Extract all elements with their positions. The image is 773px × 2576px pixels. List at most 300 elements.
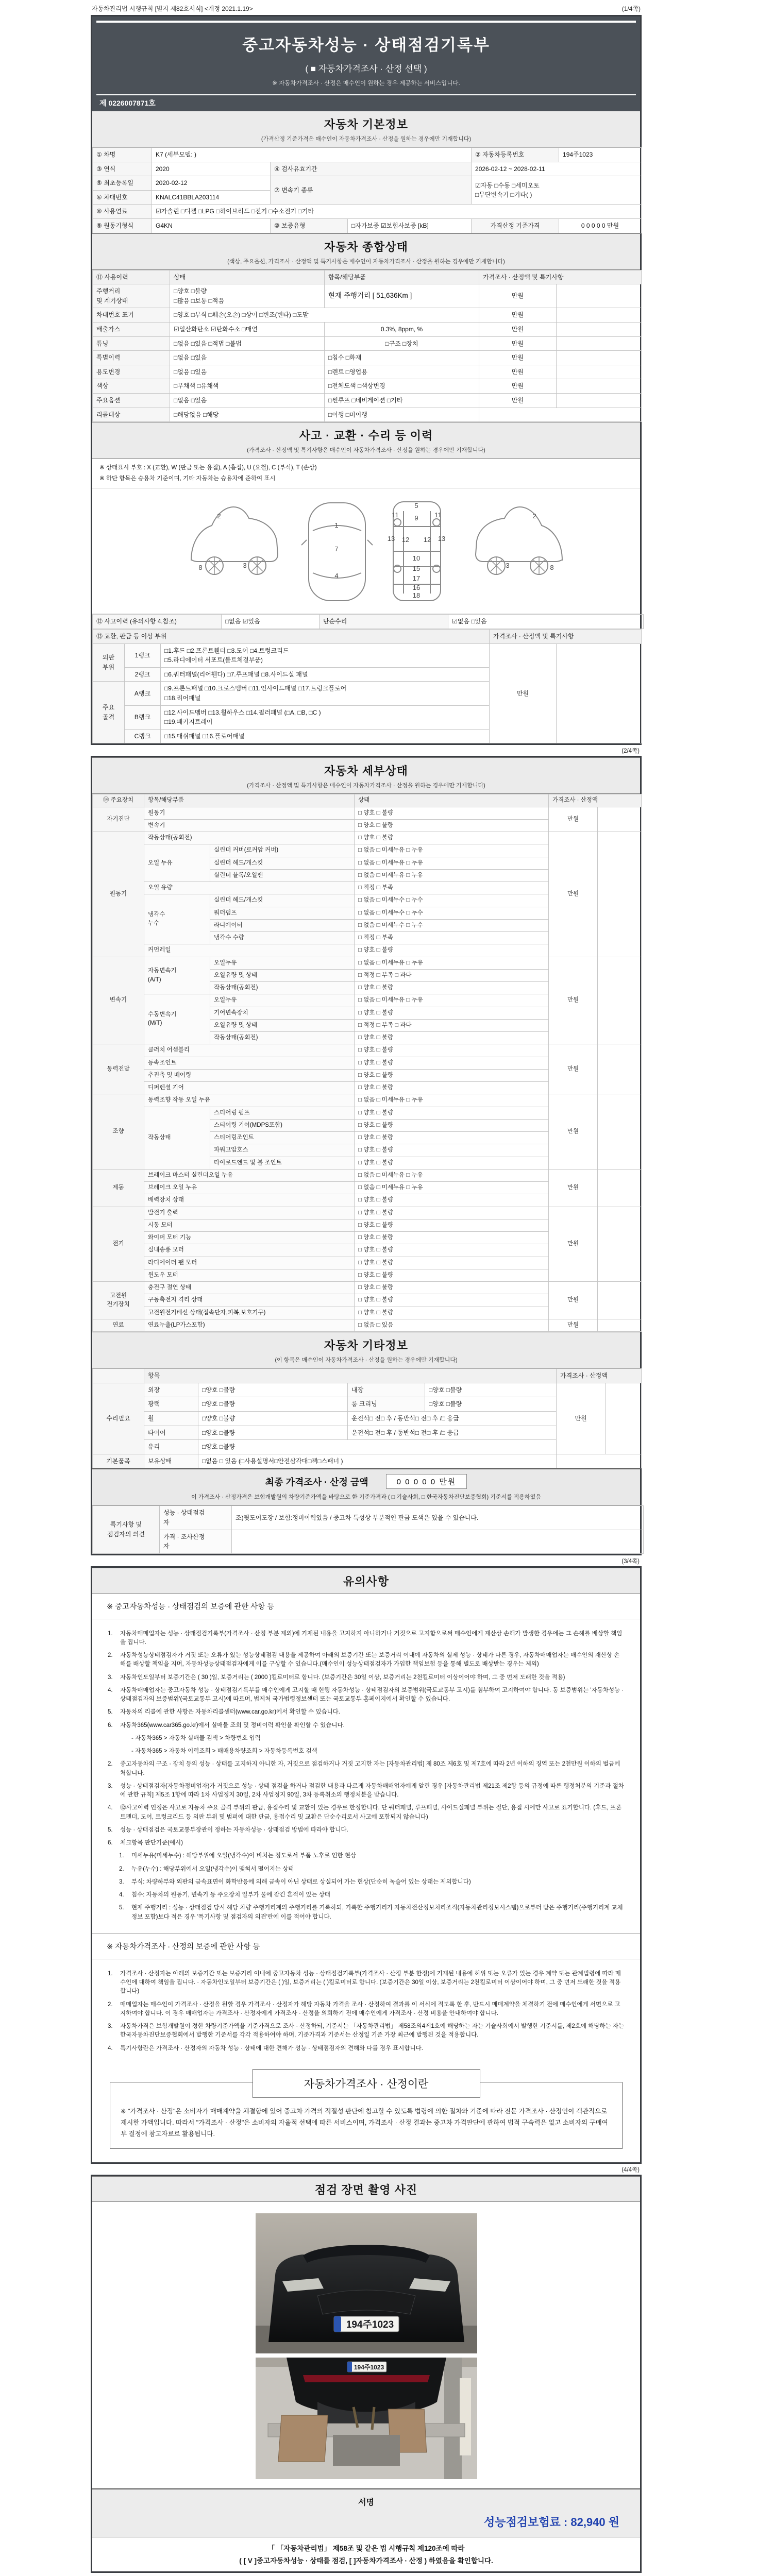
cell: ② 자동차등록번호 xyxy=(472,148,559,162)
checkbox-cell[interactable]: □ 없음 □ 미세누유 □ 누유 xyxy=(355,844,549,857)
cell: 가격조사 · 산정액 및 특기사항 xyxy=(490,630,642,644)
price-definition-box xyxy=(110,2078,623,2149)
panel-rank-table xyxy=(92,629,640,743)
cell: ⑥ 차대번호 xyxy=(93,190,152,205)
cell xyxy=(557,365,642,379)
section-note: (가격산정 기준가격은 매수인이 자동차가격조사 · 산정을 원하는 경우에만 기재합니다) xyxy=(261,136,472,142)
diagram-number: 17 xyxy=(412,574,421,583)
price-cell: 만원 xyxy=(479,365,557,379)
price-cell: 만원 xyxy=(490,643,557,743)
cell: 특기사항 및 점검자의 의견 xyxy=(93,1506,160,1553)
cell: 실린더 헤드/개스킷 xyxy=(210,894,355,907)
document-note: ※ 자동차가격조사 · 산정은 매수인이 원하는 경우 제공하는 서비스입니다. xyxy=(272,80,460,87)
checkbox-cell[interactable]: □ 없음 □ 미세누유 □ 누유 xyxy=(355,1169,549,1181)
price-cell: 만원 xyxy=(549,1044,598,1094)
cell: 수리필요 xyxy=(93,1383,144,1454)
price-cell: 만원 xyxy=(479,308,557,323)
cell xyxy=(557,643,642,743)
cell: 2랭크 xyxy=(125,667,161,682)
checkbox-cell[interactable]: □없음 □있음 xyxy=(170,365,325,379)
section-note: (가격조사 · 산정액 및 특기사항은 매수인이 자동차가격조사 · 산정을 원하는 경우에만 기재합니다) xyxy=(247,447,485,454)
checkbox-cell[interactable]: 운전석□ 전□ 후 / 동반석□ 전□ 후 /□ 응급 xyxy=(348,1426,557,1440)
inspection-fee: 성능점검보험료 : 82,940 원 xyxy=(484,2515,619,2529)
cell xyxy=(598,1207,642,1282)
cell: 변속기 xyxy=(93,957,144,1044)
cell: 연료 xyxy=(93,1319,144,1331)
cell: 수동변속기 (M/T) xyxy=(144,994,210,1044)
cell: 오일 유량 xyxy=(144,882,355,894)
price-cell: 만원 xyxy=(479,393,557,408)
inspection-photo-underside xyxy=(256,2358,477,2479)
cell: ⑫ 사고이력 (유의사항 4.참조) xyxy=(93,615,222,629)
diagram-number: 12 xyxy=(401,536,410,544)
checkbox-cell[interactable]: □ 양호 □ 불량 xyxy=(355,1069,549,1081)
cell xyxy=(598,1169,642,1207)
price-cell: 만원 xyxy=(549,1169,598,1207)
diagram-number: 4 xyxy=(334,572,339,580)
cell: 배력장치 상태 xyxy=(144,1194,355,1207)
cell: 튜닝 xyxy=(93,336,170,351)
notice-item: 3. 성능 · 상태점검자(자동차정비업자)가 거짓으로 성능 · 상태 점검을 하거나 점검한 내용과 다르게 자동차매매업자에게 알린 경우 [자동차관리법 제21조 제2항 등의 규정에 따른 행정처분의 기준과 절차에 관한 규칙] 제5조 1항에 따라 1차 사업정지 30일, 2차 사업정지 90일, 3차 등록취소의 행정처분을 받습니다. xyxy=(108,1783,624,1799)
page-marker-1: (1/4쪽) xyxy=(621,5,641,12)
checkbox-cell[interactable]: □ 적정 □ 부족 xyxy=(355,882,549,894)
checkbox-cell[interactable]: □없음 □ 있음 (□사용설명서□안전삼각대□잭□스패너 ) xyxy=(198,1454,557,1468)
cell: 외판 부위 xyxy=(93,643,125,682)
basic-info-table xyxy=(92,147,640,233)
cell: 1랭크 xyxy=(125,643,161,667)
checkbox-cell[interactable]: ☑없음 □있음 xyxy=(448,615,644,629)
cell: 냉각수 수량 xyxy=(210,932,355,944)
diagram-number: 9 xyxy=(414,514,418,522)
notice-subhead-a: ※ 중고자동차성능 · 상태점검의 보증에 관한 사항 등 xyxy=(92,1594,640,1619)
diagram-number: 13 xyxy=(387,535,395,543)
price-cell: 만원 xyxy=(549,807,598,832)
price-cell: 만원 xyxy=(549,957,598,1044)
page-marker-4: (4/4쪽) xyxy=(621,2166,640,2173)
checkbox-cell[interactable]: □양호 □불량 xyxy=(198,1411,348,1426)
checkbox-cell[interactable]: □ 양호 □ 불량 xyxy=(355,1119,549,1131)
cell: 휠 xyxy=(144,1411,198,1426)
sheet-4 xyxy=(91,2175,642,2573)
cell: K7 (세부모델: ) xyxy=(152,148,472,162)
cell: 제동 xyxy=(93,1169,144,1207)
price-cell: 만원 xyxy=(549,1094,598,1170)
cell: 스티어링 펌프 xyxy=(210,1107,355,1119)
notice-item: 4. 특기사항란은 가격조사 · 산정자의 자동차 성능 · 상태에 대한 견해가 성능 · 상태점검자의 견해와 다를 경우 표시합니다. xyxy=(108,2045,423,2052)
cell: 용도변경 xyxy=(93,365,170,379)
cell: 광택 xyxy=(144,1397,198,1412)
cell xyxy=(598,1094,642,1170)
checkbox-cell[interactable]: □ 없음 □ 미세누수 □ 누수 xyxy=(355,907,549,919)
cell: 오일누유 xyxy=(210,957,355,969)
checkbox-cell[interactable]: □이행 □미이행 xyxy=(325,408,479,422)
diagram-number: 11 xyxy=(434,511,442,519)
checkbox-cell[interactable]: □ 양호 □ 불량 xyxy=(355,1294,549,1307)
section-title: 자동차 세부상태 xyxy=(324,765,408,778)
diagram-number: 8 xyxy=(198,564,203,572)
notice-list-a xyxy=(92,1619,640,1933)
cell: 2020 xyxy=(152,162,271,176)
damage-code-legend xyxy=(92,459,640,488)
checkbox-cell[interactable]: □없음 □있음 □적법 □불법 xyxy=(170,336,325,351)
cell xyxy=(598,807,642,832)
cell xyxy=(557,379,642,394)
checkbox-cell[interactable]: ☑가솔린 □디젤 □LPG □하이브리드 □전기 □수소전기 □기타 xyxy=(152,205,642,219)
cell: 외장 xyxy=(144,1383,198,1397)
section-notice-header xyxy=(92,1568,640,1594)
cell: 가격산정 기준가격 xyxy=(472,218,559,233)
sheet-3 xyxy=(91,1566,642,2164)
inspector-opinion-table xyxy=(92,1505,640,1553)
cell: 실린더 헤드/개스킷 xyxy=(210,857,355,869)
notice-item: 5. 자동차의 리콜에 관한 사항은 자동차리콜센터(www.car.go.kr)에서 확인할 수 있습니다. xyxy=(108,1709,340,1716)
checkbox-cell[interactable]: □양호 □불량 xyxy=(425,1397,557,1412)
cell: KNALC41BBLA203114 xyxy=(152,190,271,205)
checkbox-cell[interactable]: □ 적정 □ 부족 □ 과다 xyxy=(355,1019,549,1031)
section-overall-header xyxy=(92,233,640,270)
price-cell: 만원 xyxy=(479,336,557,351)
cell: 보유상태 xyxy=(144,1454,198,1468)
checkbox-cell[interactable]: □ 양호 □ 불량 xyxy=(355,944,549,957)
checkbox-cell[interactable]: □ 양호 □ 불량 xyxy=(355,1032,549,1044)
section-title: 유의사항 xyxy=(343,1574,389,1588)
cell: 항목 xyxy=(144,1369,557,1383)
cell: 오일유량 및 상태 xyxy=(210,969,355,981)
checkbox-cell[interactable]: □ 양호 □ 불량 xyxy=(355,832,549,844)
checkbox-cell[interactable]: □렌트 □영업용 xyxy=(325,365,479,379)
checkbox-cell[interactable]: ☑자동 □수동 □세미오토 □무단변속기 □기타( ) xyxy=(472,176,642,205)
title-rule xyxy=(96,21,636,23)
checkbox-cell[interactable]: □ 없음 □ 미세누수 □ 누수 xyxy=(355,894,549,907)
notice-item: 4. ⑫사고이력 인정은 사고로 자동차 주요 골격 부위의 판금, 용접수리 및 교환이 있는 경우로 한정합니다. 단 쿼터패널, 루프패널, 사이드실패널 부위는 절단, 용접 시에만 사고로 표기합니다. (후드, 프론트펜더, 도어, 트렁크리드 등 외판 부위 및 범퍼에 대한 판금, 용접수리 및 교환은 단순수리로서 사고에 포함되지 않습니다) xyxy=(108,1805,621,1820)
checkbox-cell[interactable]: □ 없음 □ 미세누수 □ 누수 xyxy=(355,919,549,931)
checkbox-cell[interactable]: □ 양호 □ 불량 xyxy=(355,1232,549,1244)
section-title: 자동차 기타정보 xyxy=(324,1339,408,1352)
cell: 조)뒷도어도장 / 보험:정비이력있음 / 중고차 특성상 부분적인 판금 도색은 있을 수 있습니다. xyxy=(232,1506,644,1530)
cell: ⑧ 사용연료 xyxy=(93,205,152,219)
cell xyxy=(557,322,642,336)
section-note: (가격조사 · 산정액 및 특기사항은 매수인이 자동차가격조사 · 산정을 원하는 경우에만 기재합니다) xyxy=(247,783,485,789)
cell: 동력전달 xyxy=(93,1044,144,1094)
cell: 단순수리 xyxy=(320,615,448,629)
diagram-number: 3 xyxy=(506,562,510,570)
cell: 작동상태 xyxy=(144,1107,210,1169)
cell: ⑩ 보증유형 xyxy=(271,218,348,233)
cell: 기본품목 xyxy=(93,1454,144,1468)
cell: 유리 xyxy=(144,1440,198,1454)
cell: 성능 · 상태점검 자 xyxy=(160,1506,232,1530)
checkbox-cell[interactable]: □12.사이드멤버 □13.휠하우스 □14.필러패널 (□A, □B, □C ) □19.패키지트레이 xyxy=(161,705,490,729)
checkbox-cell[interactable]: □ 없음 □ 미세누유 □ 누유 xyxy=(355,1182,549,1194)
damage-base-note: ※ 하단 항목은 승용차 기준이며, 기타 자동차는 승용차에 준하여 표시 xyxy=(99,475,276,482)
inspection-photos xyxy=(92,2202,640,2488)
cell: 고전원 전기장치 xyxy=(93,1282,144,1319)
section-title: 점검 장면 촬영 사진 xyxy=(314,2183,418,2196)
section-photos-header xyxy=(92,2176,640,2202)
checkbox-cell[interactable]: □자가보증 ☑보험사보증 [kB] xyxy=(348,218,472,233)
sheet-2 xyxy=(91,756,642,1555)
cell: 오일유량 및 상태 xyxy=(210,1019,355,1031)
final-price-label: 최종 가격조사 · 산정 금액 xyxy=(265,1477,368,1487)
cell: ⑬ 교환, 판금 등 이상 부위 xyxy=(93,630,490,644)
cell: 자동변속기 (A/T) xyxy=(144,957,210,994)
notice-item: 4. 침수: 자동차의 원동기, 변속기 등 주요장치 일부가 물에 잠긴 흔적이 있는 상태 xyxy=(119,1892,330,1899)
diagram-number: 12 xyxy=(423,536,431,544)
cell: 배출가스 xyxy=(93,322,170,336)
diagram-number: 13 xyxy=(438,535,446,543)
cell: 연료누출(LP가스포함) xyxy=(144,1319,355,1331)
cell: ⑨ 원동기형식 xyxy=(93,218,152,233)
cell xyxy=(232,1530,644,1553)
checkbox-cell[interactable]: □ 없음 □ 미세누유 □ 누유 xyxy=(355,1094,549,1107)
checkbox-cell[interactable]: □ 양호 □ 불량 xyxy=(355,1057,549,1069)
checkbox-cell[interactable]: □양호 □부식 □훼손(오손) □상이 □변조(변타) □도말 xyxy=(170,308,479,323)
cell: 등속조인트 xyxy=(144,1057,355,1069)
car-side-left-outline xyxy=(191,507,278,562)
cell: 특별이력 xyxy=(93,351,170,365)
cell: 가격조사 · 산정액 및 특기사항 xyxy=(479,270,642,284)
checkbox-cell[interactable]: □침수 □화재 xyxy=(325,351,479,365)
cell: 시동 모터 xyxy=(144,1219,355,1231)
notice-item: 5. 성능 · 상태점검은 국토교통부장관이 정하는 자동차성능 · 상태점검 방법에 따라야 합니다. xyxy=(108,1826,348,1833)
cell: 기어변속장치 xyxy=(210,1007,355,1019)
checkbox-cell[interactable]: □양호 □불량 □많음 □보통 □적음 xyxy=(170,284,325,308)
confirmation-line-1: 「 「자동차관리법」 제58조 및 같은 법 시행규칙 제120조에 따라 xyxy=(267,2544,465,2552)
cell: 워터펌프 xyxy=(210,907,355,919)
checkbox-cell[interactable]: □없음 ☑있음 xyxy=(222,615,320,629)
notice-item: 2. 누유(누수) : 해당부위에서 오일(냉각수)이 맺혀서 떨어지는 상태 xyxy=(119,1866,294,1872)
top-meta xyxy=(91,0,642,15)
document-subtitle: ( ■ 자동차가격조사 · 산정 선택 ) xyxy=(305,64,427,74)
checkbox-cell[interactable]: □ 양호 □ 불량 xyxy=(355,1044,549,1057)
checkbox-cell[interactable]: □ 양호 □ 불량 xyxy=(355,1194,549,1207)
cell: 리콜대상 xyxy=(93,408,170,422)
diagram-number: 5 xyxy=(414,502,418,510)
cell: 0.3%, 8ppm, % xyxy=(325,322,479,336)
cell xyxy=(557,1454,642,1468)
diagram-number: 18 xyxy=(412,591,421,600)
cell: 실린더 커버(로커암 커버) xyxy=(210,844,355,857)
cell: G4KN xyxy=(152,218,271,233)
damage-code-note: ※ 상태표시 부호 : X (교환), W (판금 또는 용접), A (흠집), U (요철), C (부식), T (손상) xyxy=(99,465,317,471)
section-title: 사고 · 교환 · 수리 등 이력 xyxy=(299,429,433,443)
checkbox-cell[interactable]: □없음 □있음 xyxy=(170,393,325,408)
title-header xyxy=(92,16,640,111)
checkbox-cell[interactable]: □ 양호 □ 불량 xyxy=(355,1244,549,1257)
checkbox-cell[interactable]: 운전석□ 전□ 후 / 동반석□ 전□ 후 /□ 응급 xyxy=(348,1411,557,1426)
checkbox-cell[interactable]: □ 없음 □ 미세누유 □ 누유 xyxy=(355,957,549,969)
checkbox-cell[interactable]: □양호 □불량 xyxy=(198,1383,348,1397)
cell: 오일 누유 xyxy=(144,844,210,882)
checkbox-cell[interactable]: ☑일산화탄소 ☑탄화수소 □매연 xyxy=(170,322,325,336)
checkbox-cell[interactable]: □양호 □불량 xyxy=(198,1440,557,1454)
checkbox-cell[interactable]: □ 양호 □ 불량 xyxy=(355,1257,549,1269)
notice-item: 4. 자동차매매업자는 중고자동차 성능 · 상태점검기록부를 매수인에게 고지할 때 현행 자동차성능 · 상태점검자의 보증범위(국토교통부 고시)를 첨부하여 고지하여야 합니다. 동 보증범위는 '자동차성능 · 상태점검자의 보증범위'(국토교통부 고시)에 따르며, 법제처 국가법령정보센터 또는 국토교통부 홈페이지에서 확인할 수 있습니다. xyxy=(108,1687,624,1703)
cell: 고전원전기배선 상태(접속단자,피복,보호기구) xyxy=(144,1307,355,1319)
cell: 작동상태(공회전) xyxy=(144,832,355,844)
checkbox-cell[interactable]: □전체도색 □색상변경 xyxy=(325,379,479,394)
diagram-number: 1 xyxy=(334,521,339,530)
cell: 0 0 0 0 0 만원 xyxy=(559,218,642,233)
price-cell: 만원 xyxy=(479,351,557,365)
cell xyxy=(598,1044,642,1094)
checkbox-cell[interactable]: □ 양호 □ 불량 xyxy=(355,1282,549,1294)
price-cell: 만원 xyxy=(557,1383,606,1454)
cell: 원동기 xyxy=(93,832,144,957)
cell: A랭크 xyxy=(125,682,161,705)
cell: 냉각수 누수 xyxy=(144,894,210,944)
inspection-photo-front xyxy=(256,2213,477,2353)
checkbox-cell[interactable]: □ 양호 □ 불량 xyxy=(355,1269,549,1281)
notice-list-b xyxy=(92,1959,640,2064)
cell: ③ 연식 xyxy=(93,162,152,176)
cell: ⑦ 변속기 종류 xyxy=(271,176,472,205)
checkbox-cell[interactable]: □ 적정 □ 부족 □ 과다 xyxy=(355,969,549,981)
cell: 타이어 xyxy=(144,1426,198,1440)
checkbox-cell[interactable]: □6.쿼터패널(리어휀다) □7.루프패널 □8.사이드실 패널 xyxy=(161,667,490,682)
signature-label: 서명 xyxy=(358,2498,374,2507)
cell: 오일누유 xyxy=(210,994,355,1007)
price-cell: 만원 xyxy=(479,284,557,308)
checkbox-cell[interactable]: □양호 □불량 xyxy=(425,1383,557,1397)
diagram-number: 8 xyxy=(550,564,554,572)
checkbox-cell[interactable]: □ 양호 □ 불량 xyxy=(355,1132,549,1144)
cell xyxy=(479,408,642,422)
price-cell: 만원 xyxy=(549,1207,598,1282)
cell: 작동상태(공회전) xyxy=(210,982,355,994)
tail-light-bar xyxy=(303,2375,430,2382)
detail-state-table xyxy=(92,794,640,1332)
cell: 작동상태(공회전) xyxy=(210,1032,355,1044)
sheet-1 xyxy=(91,15,642,745)
diagram-number: 16 xyxy=(412,584,421,592)
checkbox-cell[interactable]: □ 양호 □ 불량 xyxy=(355,1157,549,1169)
cell: 라디에이터 xyxy=(210,919,355,931)
cell: 디퍼렌셜 기어 xyxy=(144,1082,355,1094)
cell xyxy=(598,1319,642,1331)
cell: 가격 · 조사산정 자 xyxy=(160,1530,232,1553)
license-plate-text: 194주1023 xyxy=(346,2319,394,2330)
checkbox-cell[interactable]: □ 양호 □ 불량 xyxy=(355,1082,549,1094)
cell: 브레이크 오일 누유 xyxy=(144,1182,355,1194)
cell: 브레이크 마스터 실린더오일 누유 xyxy=(144,1169,355,1181)
checkbox-cell[interactable]: □ 양호 □ 불량 xyxy=(355,1144,549,1157)
checkbox-cell[interactable]: □ 없음 □ 있음 xyxy=(355,1319,549,1331)
cell: ① 차명 xyxy=(93,148,152,162)
checkbox-cell[interactable]: □썬루프 □네비게이션 □기타 xyxy=(325,393,479,408)
cell: 항목/해당부품 xyxy=(144,794,355,807)
section-title: 자동차 종합상태 xyxy=(324,240,408,253)
checkbox-cell[interactable]: □없음 □있음 xyxy=(170,351,325,365)
notice-item: 1. 자동차매매업자는 성능 · 상태점검기록부(가격조사 · 산정 부분 제외)에 기재된 내용을 고지하지 아니하거나 거짓으로 고지함으로써 매수인에게 재산상 손해가 발생한 경우에는 그 손해를 배상할 책임을 집니다. xyxy=(108,1630,623,1646)
cell: 주행거리 및 계기상태 xyxy=(93,284,170,308)
cell: 변속기 xyxy=(144,819,355,832)
cell: 스티어링 기어(MDPS포함) xyxy=(210,1119,355,1131)
notice-item: 6. 자동차365(www.car365.go.kr)에서 실매물 조회 및 정비이력 확인을 확인할 수 있습니다. xyxy=(108,1722,345,1728)
checkbox-cell[interactable]: □ 양호 □ 불량 xyxy=(355,1107,549,1119)
cell xyxy=(598,1282,642,1319)
cell: 커먼레일 xyxy=(144,944,355,957)
form-reference: 자동차관리법 시행규칙 [별지 제82호서식] <개정 2021.1.19> xyxy=(92,5,253,12)
cell xyxy=(598,832,642,957)
checkbox-cell[interactable]: □양호 □불량 xyxy=(198,1397,348,1412)
cell: ⑤ 최초등록일 xyxy=(93,176,152,191)
car-side-right-outline xyxy=(476,507,562,562)
checkbox-cell[interactable]: □무채색 □유채색 xyxy=(170,379,325,394)
notice-item: 2. 매매업자는 매수인이 가격조사 · 산정을 원할 경우 가격조사 · 산정자가 해당 자동차 가격을 조사 · 산정하여 결과를 이 서식에 적도록 한 후, 반드시 매매계약을 체결하기 전에 매수인에게 서면으로 고지하여야 합니다. 이 경우 매매업자는 가격조사 · 산정자에게 가격조사 · 산정을 의뢰하기 전에 매수인에게 가격조사 · 산정 비용을 안내하여야 합니다. xyxy=(108,2001,620,2016)
checkbox-cell[interactable]: □ 양호 □ 불량 xyxy=(355,819,549,832)
checkbox-cell[interactable]: □1.후드 □2.프론트휀더 □3.도어 □4.트렁크리드 □5.라디에이터 서포트(볼트체결부품) xyxy=(161,643,490,667)
cell: 라디에이터 팬 모터 xyxy=(144,1257,355,1269)
cell: 주요 골격 xyxy=(93,682,125,743)
checkbox-cell[interactable]: □양호 □불량 xyxy=(198,1426,348,1440)
cell: 자기진단 xyxy=(93,807,144,832)
cell: B랭크 xyxy=(125,705,161,729)
cell: 2020-02-12 xyxy=(152,176,271,191)
checkbox-cell[interactable]: □15.대쉬패널 □16.플로어패널 xyxy=(161,729,490,743)
cell: 파워고압호스 xyxy=(210,1144,355,1157)
cell: 윈도우 모터 xyxy=(144,1269,355,1281)
checkbox-cell[interactable]: □ 없음 □ 미세누유 □ 누유 xyxy=(355,994,549,1007)
cell: 내장 xyxy=(348,1383,425,1397)
checkbox-cell[interactable]: □9.프론트패널 □10.크로스멤버 □11.인사이드패널 □17.트렁크플로어 □18.리어패널 xyxy=(161,682,490,705)
cell: 원동기 xyxy=(144,807,355,819)
checkbox-cell[interactable]: □ 없음 □ 미세누유 □ 누유 xyxy=(355,857,549,869)
diagram-number: 2 xyxy=(217,512,221,520)
diagram-number: 11 xyxy=(392,511,399,519)
confirmation-statement xyxy=(92,2537,640,2572)
checkbox-cell[interactable]: □ 양호 □ 불량 xyxy=(355,982,549,994)
notice-subhead-b: ※ 자동차가격조사 · 산정의 보증에 관한 사항 등 xyxy=(92,1933,640,1959)
checkbox-cell[interactable]: □ 없음 □ 미세누유 □ 누유 xyxy=(355,869,549,882)
checkbox-cell[interactable]: □ 양호 □ 불량 xyxy=(355,1007,549,1019)
diagram-number: 2 xyxy=(532,512,536,520)
checkbox-cell[interactable]: □ 양호 □ 불량 xyxy=(355,1307,549,1319)
diagram-number: 7 xyxy=(334,545,339,553)
cell: 실내송풍 모터 xyxy=(144,1244,355,1257)
page-marker-2: (2/4쪽) xyxy=(621,748,640,755)
cell: 조향 xyxy=(93,1094,144,1170)
section-note: (색상, 주요옵션, 가격조사 · 산정액 및 특기사항은 매수인이 자동차가격조사 · 산정을 원하는 경우에만 기재합니다) xyxy=(227,258,505,265)
cell: ④ 검사유효기간 xyxy=(271,162,472,176)
cell: 상태 xyxy=(355,794,549,807)
cell: 주요옵션 xyxy=(93,393,170,408)
page-marker-3: (3/4쪽) xyxy=(621,1558,640,1565)
cell: 발전기 출력 xyxy=(144,1207,355,1219)
diagram-part-numbers xyxy=(198,502,553,599)
cell: 타이로드엔드 및 볼 조인트 xyxy=(210,1157,355,1169)
checkbox-cell[interactable]: □ 양호 □ 불량 xyxy=(355,1207,549,1219)
overall-state-table xyxy=(92,270,640,422)
car-diagram-svg xyxy=(92,490,641,608)
cell: 현재 주행거리 [ 51,636Km ] xyxy=(325,284,479,308)
accident-history-row xyxy=(92,614,640,629)
checkbox-cell[interactable]: □ 적정 □ 부족 xyxy=(355,932,549,944)
final-price-value: 0 0 0 0 0 만원 xyxy=(386,1474,467,1489)
cell xyxy=(598,957,642,1044)
checkbox-cell[interactable]: □ 양호 □ 불량 xyxy=(355,1219,549,1231)
notice-item: 2. 중고자동차의 구조 · 장치 등의 성능 · 상태를 고지하지 아니한 자, 거짓으로 점검하거나 거짓 고지한 자는 [자동차관리법] 제 80조 제6호 및 제7호에 따라 2년 이하의 징역 또는 2천만원 이하의 벌금에 처합니다. xyxy=(108,1761,620,1776)
checkbox-cell[interactable]: □해당없음 □해당 xyxy=(170,408,325,422)
document-title: 중고자동차성능 · 상태점검기록부 xyxy=(242,36,490,54)
cell: 추진축 및 베어링 xyxy=(144,1069,355,1081)
confirmation-line-2: ( [ V ]중고자동차성능 · 상태를 점검, [ ]자동차가격조사 · 산정 ) 하였음을 확인합니다. xyxy=(239,2556,493,2565)
car-damage-diagram xyxy=(92,488,640,614)
cell xyxy=(557,284,642,308)
checkbox-cell[interactable]: □ 양호 □ 불량 xyxy=(355,807,549,819)
cell: 동력조향 작동 오일 누유 xyxy=(144,1094,355,1107)
checkbox-cell[interactable]: □구조 □장치 xyxy=(325,336,479,351)
